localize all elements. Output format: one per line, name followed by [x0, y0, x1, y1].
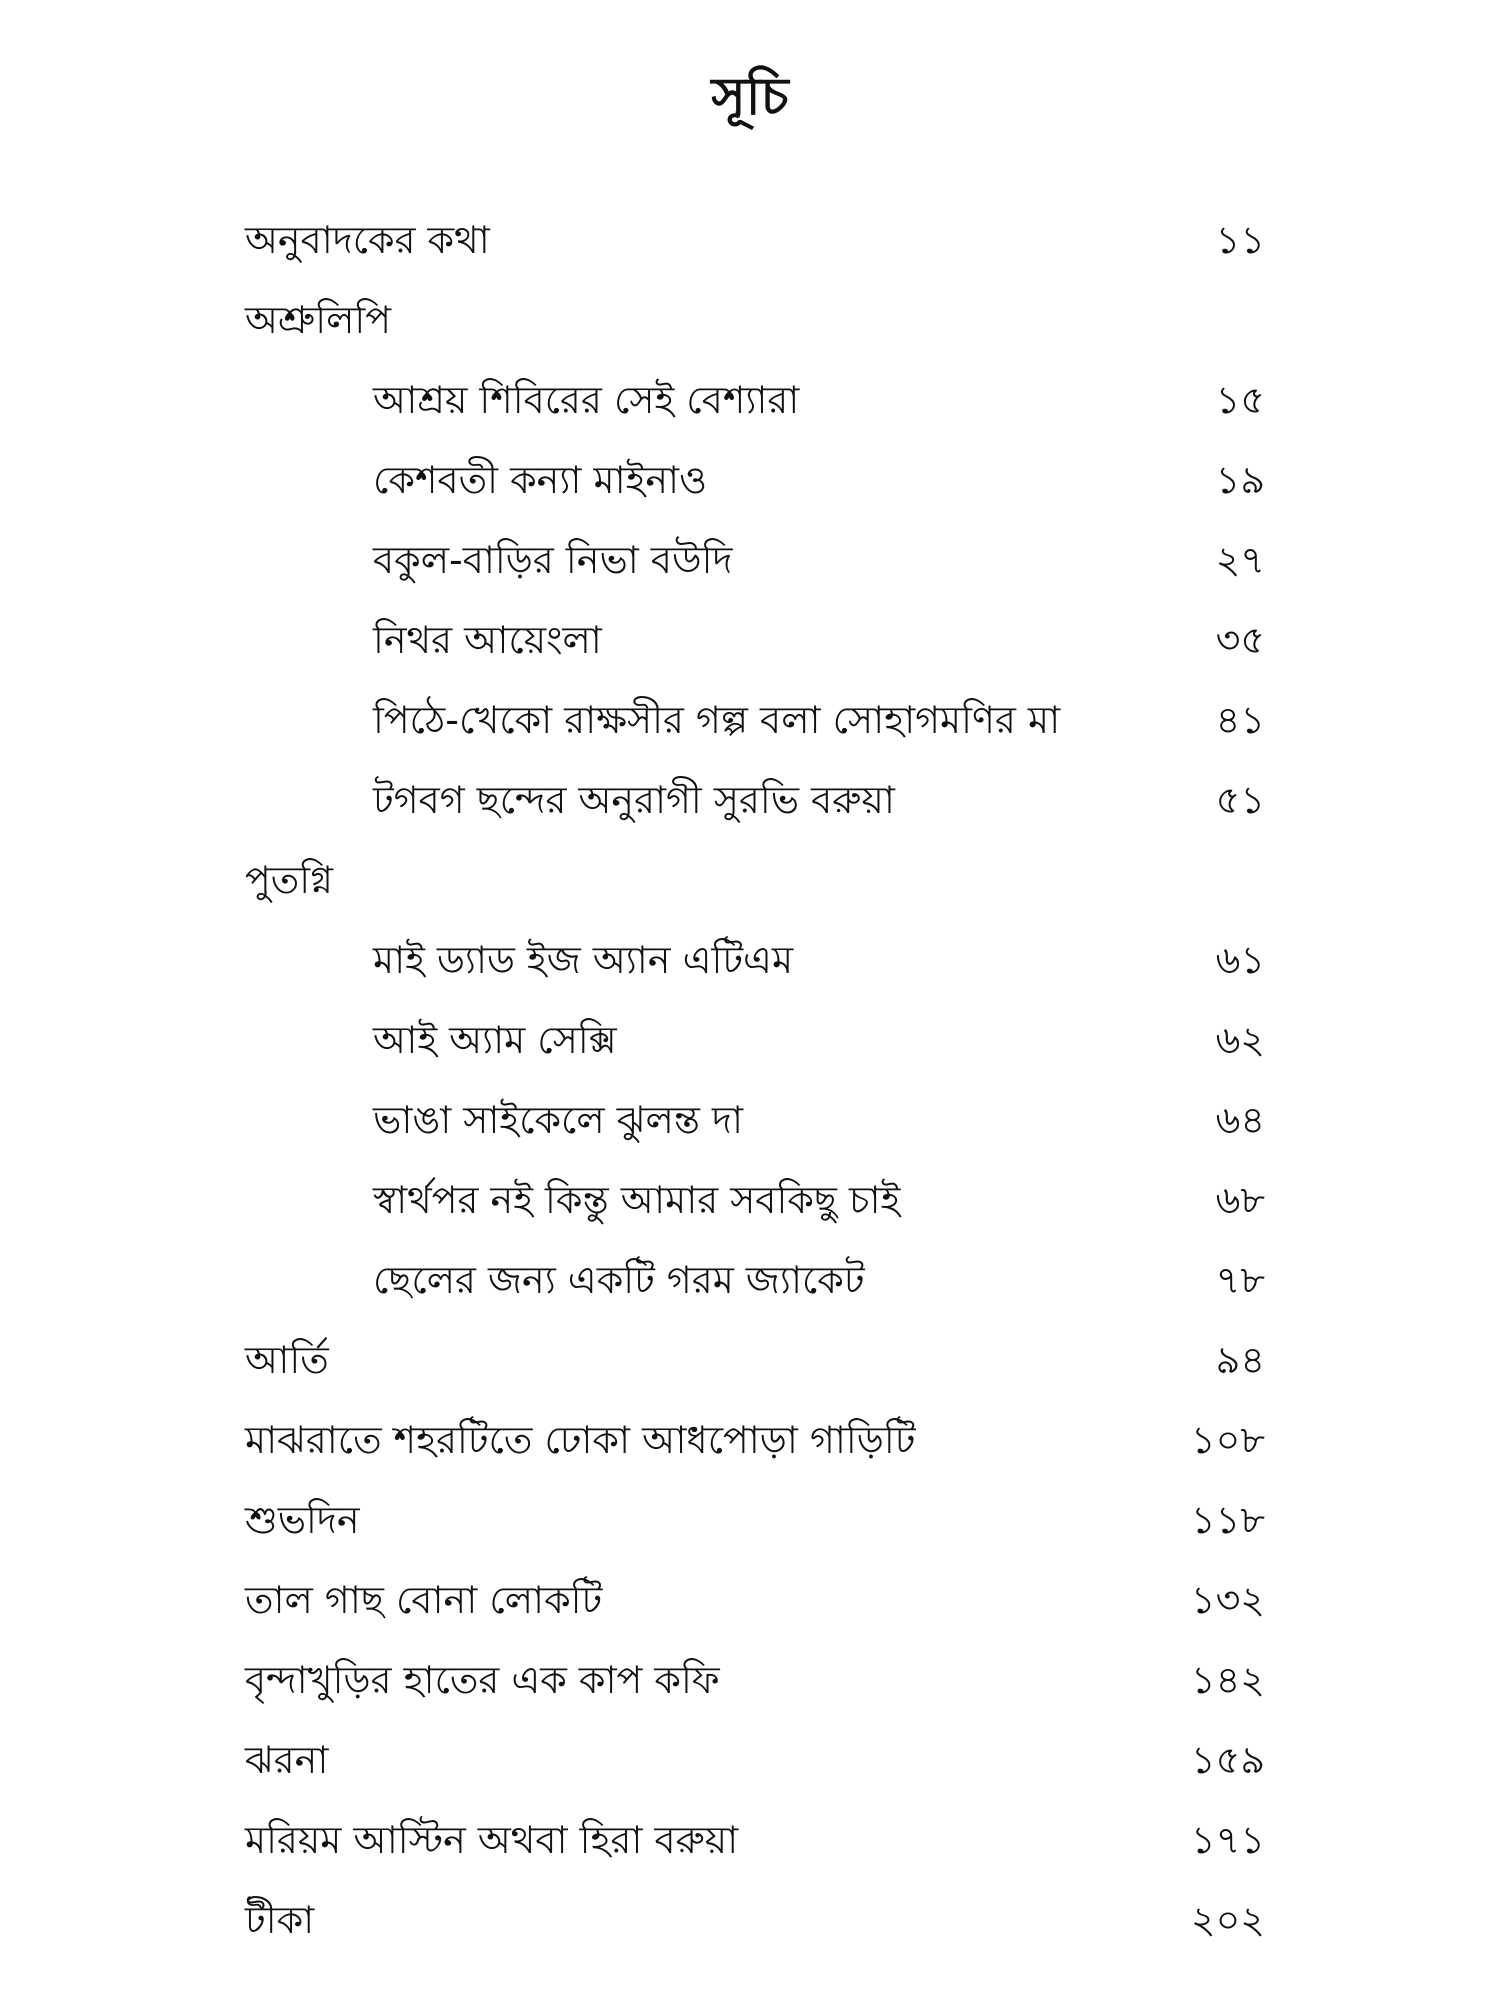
- toc-entry-page: ৫১: [1215, 778, 1265, 822]
- toc-entry-title: স্বার্থপর নই কিন্তু আমার সবকিছু চাই: [373, 1178, 901, 1222]
- toc-entry-title: আর্তি: [245, 1338, 329, 1382]
- toc-entry-page: ১৪২: [1190, 1658, 1265, 1702]
- toc-entry-page: ৬১: [1215, 938, 1265, 982]
- toc-entry-page: ৬২: [1215, 1018, 1265, 1062]
- toc-entry-page: ১৯: [1215, 458, 1265, 502]
- toc-entry-title: ঝরনা: [245, 1738, 329, 1782]
- toc-entry[interactable]: [245, 1720, 1265, 1800]
- toc-entry[interactable]: [245, 600, 1265, 680]
- toc-entry-page: ১০৮: [1190, 1418, 1265, 1462]
- toc-entry[interactable]: [245, 760, 1265, 840]
- toc-entry-title: নিথর আয়েংলা: [373, 618, 602, 662]
- toc-entry[interactable]: [245, 680, 1265, 760]
- toc-entry[interactable]: [245, 1160, 1265, 1240]
- toc-entry[interactable]: [245, 440, 1265, 520]
- toc-entry-title: মরিয়ম আস্টিন অথবা হিরা বরুয়া: [245, 1818, 739, 1862]
- toc-entry-page: ১৩২: [1190, 1578, 1265, 1622]
- toc-entry-page: ২০২: [1190, 1898, 1265, 1942]
- toc-entry[interactable]: [245, 360, 1265, 440]
- toc-section-title: অশ্রুলিপি: [245, 298, 392, 342]
- toc-entry[interactable]: [245, 1560, 1265, 1640]
- toc-entry-page: ৬৮: [1215, 1178, 1265, 1222]
- toc-entry-title: অনুবাদকের কথা: [245, 218, 490, 262]
- toc-entry-title: টীকা: [245, 1898, 315, 1942]
- toc-entry-page: ১৭১: [1190, 1818, 1265, 1862]
- toc-section-title: পুতগ্নি: [245, 858, 334, 902]
- toc-entry[interactable]: [245, 1080, 1265, 1160]
- toc-entry-title: ছেলের জন্য একটি গরম জ্যাকেট: [373, 1258, 865, 1302]
- toc-entry[interactable]: [245, 1240, 1265, 1320]
- toc-entry[interactable]: [245, 520, 1265, 600]
- toc-entry-title: ভাঙা সাইকেলে ঝুলন্ত দা: [373, 1098, 744, 1142]
- toc-entry-title: বকুল-বাড়ির নিভা বউদি: [373, 538, 733, 582]
- toc-entry-title: কেশবতী কন্যা মাইনাও: [373, 458, 708, 502]
- page-title: সূচি: [711, 67, 789, 127]
- toc-section-heading: [245, 280, 1265, 360]
- toc-entry-page: ২৭: [1215, 538, 1265, 582]
- toc-entry[interactable]: [245, 1880, 1265, 1960]
- toc-entry[interactable]: [245, 1480, 1265, 1560]
- toc-entry-page: ৩৫: [1215, 618, 1265, 662]
- toc-entry-page: ১৫৯: [1191, 1738, 1265, 1782]
- toc-entry-title: তাল গাছ বোনা লোকটি: [245, 1578, 603, 1622]
- toc-section-heading: [245, 840, 1265, 920]
- toc-entry-page: ১১: [1215, 218, 1265, 262]
- toc-entry-title: মাঝরাতে শহরটিতে ঢোকা আধপোড়া গাড়িটি: [245, 1418, 916, 1462]
- table-of-contents: [245, 200, 1265, 1960]
- toc-entry-title: আই অ্যাম সেক্সি: [373, 1018, 617, 1062]
- toc-entry[interactable]: [245, 920, 1265, 1000]
- toc-entry-page: ৯৪: [1215, 1338, 1265, 1382]
- toc-entry[interactable]: [245, 1640, 1265, 1720]
- toc-entry-title: আশ্রয় শিবিরের সেই বেশ্যারা: [373, 378, 800, 422]
- toc-entry[interactable]: [245, 1400, 1265, 1480]
- toc-entry-page: ৭৮: [1215, 1258, 1265, 1302]
- toc-entry-page: ১১৮: [1191, 1498, 1265, 1542]
- toc-entry-page: ৪১: [1215, 698, 1265, 742]
- toc-entry[interactable]: [245, 1320, 1265, 1400]
- toc-entry-page: ১৫: [1215, 378, 1265, 422]
- toc-entry-title: বৃন্দাখুড়ির হাতের এক কাপ কফি: [245, 1658, 720, 1702]
- toc-entry[interactable]: [245, 1000, 1265, 1080]
- toc-entry[interactable]: [245, 200, 1265, 280]
- toc-entry[interactable]: [245, 1800, 1265, 1880]
- toc-entry-title: মাই ড্যাড ইজ অ্যান এটিএম: [373, 938, 794, 982]
- toc-entry-title: শুভদিন: [245, 1498, 360, 1542]
- toc-entry-title: টগবগ ছন্দের অনুরাগী সুরভি বরুয়া: [373, 778, 895, 822]
- toc-entry-title: পিঠে-খেকো রাক্ষসীর গল্প বলা সোহাগমণির মা: [373, 698, 1061, 742]
- toc-entry-page: ৬৪: [1215, 1098, 1265, 1142]
